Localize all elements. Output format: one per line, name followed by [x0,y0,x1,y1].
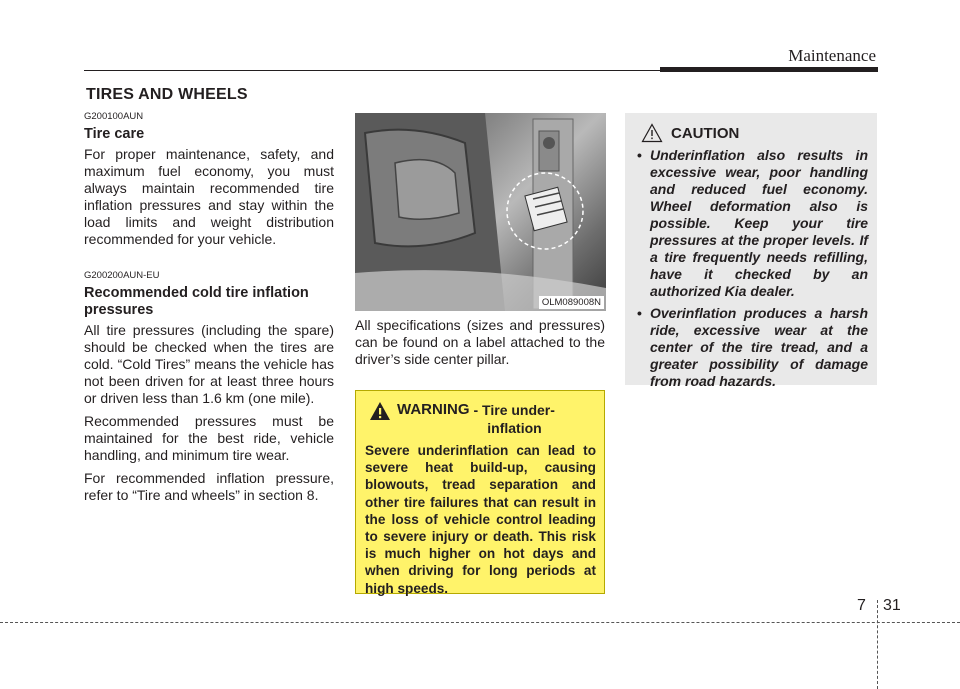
cold-pressures-paragraph-3: For recommended inflation pressure, refer to “Tire and wheels” in section 8. [84,470,334,503]
bullet: • [637,305,642,321]
footer-vertical-rule [877,600,878,689]
tire-care-title: Tire care [84,126,145,142]
spacer [84,254,334,269]
caution-title [635,123,868,143]
caution-list [635,147,868,390]
caution-item [635,147,868,300]
caution-word: CAUTION [671,124,740,142]
warning-body: Severe underinflation can lead to severe heat build-up, causing blowouts, tread separation and other tire failures that can result in the loss of vehicle control leading to severe injury or death. This risk is much higher on hot days and when driving for long periods at high speeds. [365,443,596,596]
warning-title [365,401,596,421]
figure-code: OLM089008N [539,296,604,309]
caution-item-text: Underinflation also results in excessive wear, poor handling and reduced fuel economy. Wheel deformation also is possible. Keep your tire pressures at the proper levels. If a tire frequently needs refilling, have it checked by an authorized Kia dealer. [650,147,868,299]
warning-box [355,390,605,594]
door-pillar-illustration [355,113,606,311]
section-header: Maintenance [788,46,876,65]
caution-item [635,305,868,390]
page-heading: TIRES AND WHEELS [86,86,248,103]
warning-triangle-icon [369,401,391,421]
cold-pressures-paragraph-2: Recommended pressures must be maintained for the best ride, vehicle handling, and minimum tire wear. [84,413,334,463]
header-rule-thick [660,67,878,72]
caution-box [625,113,877,389]
cold-pressures-paragraph-1: All tire pressures (including the spare) should be checked when the tires are cold. “Cold Tires” means the vehicle has not been driven for at least three hours or driven less than 1.6 km (one mile). [84,322,334,406]
warning-subtitle: - Tire under- [473,402,555,418]
cold-pressures-title: Recommended cold tire inflation pressures [84,285,309,318]
caution-item-text: Overinflation produces a harsh ride, excessive wear at the center of the tire tread, and a greater possibility of damage from road hazards. [650,305,868,389]
chapter-number: 7 [857,597,866,614]
label-location-text: All specifications (sizes and pressures) can be found on a label attached to the driver’s side center pillar. [355,317,605,367]
door-pillar-photo [355,113,606,311]
caution-triangle-icon [641,123,663,143]
header-rule-thin [84,70,660,71]
tire-care-code: G200100AUN [84,111,144,122]
footer-dashed-rule [0,622,960,623]
left-column [84,110,334,510]
bullet: • [637,147,642,163]
warning-word: WARNING [397,401,470,418]
cold-pressures-code: G200200AUN-EU [84,270,160,281]
warning-subtitle-line2: inflation [487,420,542,436]
tire-care-paragraph: For proper maintenance, safety, and maximum fuel economy, you must always maintain recommended tire inflation pressures and stay within the load limits and weight distribution recommended for your vehicle. [84,146,334,247]
page-number: 31 [883,597,901,614]
